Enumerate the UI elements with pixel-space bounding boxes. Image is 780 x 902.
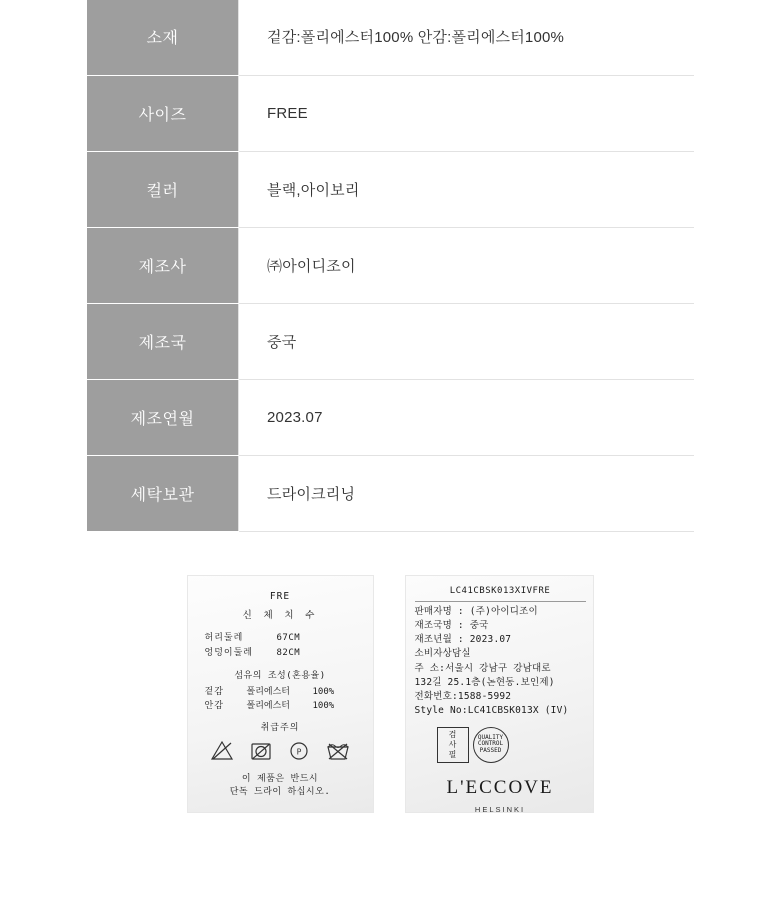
label-info-line: 재조국명 : 중국 xyxy=(414,619,489,631)
spec-label-color: 컬러 xyxy=(87,151,239,227)
svg-text:P: P xyxy=(296,747,302,757)
composition-list xyxy=(197,686,364,713)
dry-clean-icon xyxy=(286,740,312,762)
care-note-line-2: 단독 드라이 하십시오. xyxy=(229,787,331,798)
care-symbol-row xyxy=(197,740,364,762)
product-spec-table xyxy=(87,0,694,532)
composition-ratio: 100% xyxy=(312,700,335,711)
inspection-stamp-char-3: 필 xyxy=(448,749,457,759)
table-row xyxy=(87,75,694,151)
table-row xyxy=(87,379,694,455)
composition-row xyxy=(205,686,364,699)
table-row xyxy=(87,151,694,227)
table-row xyxy=(87,455,694,531)
care-label-left xyxy=(187,575,374,813)
spec-value-care: 드라이크리닝 xyxy=(239,455,695,531)
composition-row xyxy=(205,700,364,713)
spec-label-date: 제조연월 xyxy=(87,379,239,455)
label-info-line: Style No:LC41CBSK013X (IV) xyxy=(414,705,569,717)
care-note xyxy=(197,773,364,800)
spec-label-country: 제조국 xyxy=(87,303,239,379)
spec-label-care: 세탁보관 xyxy=(87,455,239,531)
label-info-line: 판매자명 : (주)아이디조이 xyxy=(414,605,538,617)
spec-value-material: 겉감:폴리에스터100% 안감:폴리에스터100% xyxy=(239,0,695,75)
measurement-value: 82CM xyxy=(276,647,301,658)
spec-value-size: FREE xyxy=(239,75,695,151)
composition-fiber: 폴리에스터 xyxy=(246,686,290,697)
care-instructions-title: 취급주의 xyxy=(260,722,300,733)
care-label-images xyxy=(0,575,780,813)
label-product-code: LC41CBSK013XIVFRE xyxy=(415,585,586,602)
label-info-line: 소비자상담실 xyxy=(414,648,471,660)
quality-seal-text: QUALITY CONTROL PASSED xyxy=(477,733,504,754)
spec-value-color: 블랙,아이보리 xyxy=(239,151,695,227)
composition-title: 섬유의 조성(혼용율) xyxy=(234,670,326,681)
quality-seal-icon xyxy=(473,727,509,763)
table-row xyxy=(87,227,694,303)
brand-subtitle: HELSINKI xyxy=(474,805,526,814)
spec-value-manufacturer: ㈜아이디조이 xyxy=(239,227,695,303)
body-measurements xyxy=(197,632,364,660)
table-row xyxy=(87,0,694,75)
label-info-lines xyxy=(415,605,586,719)
label-info-line: 132길 25.1층(논현동.보인제) xyxy=(414,676,555,688)
spec-label-size: 사이즈 xyxy=(87,75,239,151)
spec-value-country: 중국 xyxy=(239,303,695,379)
composition-fiber: 폴리에스터 xyxy=(246,700,290,711)
composition-part: 안감 xyxy=(204,700,224,711)
care-label-left-subtitle: 신 체 치 수 xyxy=(242,609,318,621)
measurement-row xyxy=(205,632,364,645)
no-tumble-dry-icon xyxy=(248,740,274,762)
no-wash-icon xyxy=(325,740,351,762)
inspection-seal-row xyxy=(415,727,586,763)
inspection-stamp-char-2: 사 xyxy=(448,739,457,749)
care-label-right xyxy=(405,575,594,813)
inspection-stamp-box xyxy=(437,727,469,763)
label-info-line: 주 소:서울시 강남구 강남대로 xyxy=(414,662,551,674)
spec-label-manufacturer: 제조사 xyxy=(87,227,239,303)
table-row xyxy=(87,303,694,379)
spec-value-date: 2023.07 xyxy=(239,379,695,455)
measurement-value: 67CM xyxy=(276,632,301,643)
spec-label-material: 소재 xyxy=(87,0,239,75)
composition-ratio: 100% xyxy=(312,686,335,697)
inspection-stamp-char-1: 검 xyxy=(448,729,457,739)
care-note-line-1: 이 제품은 반드시 xyxy=(241,773,319,784)
measurement-key: 엉덩이둘레 xyxy=(204,647,253,658)
measurement-key: 허리둘레 xyxy=(204,632,244,643)
measurement-row xyxy=(205,647,364,660)
care-label-left-title: FRE xyxy=(269,591,291,602)
composition-part: 겉감 xyxy=(204,686,224,697)
brand-name: L'ECCOVE xyxy=(446,776,554,798)
no-bleach-icon xyxy=(209,740,235,762)
label-info-line: 전화번호:1588-5992 xyxy=(414,691,512,702)
label-info-line: 재조년월 : 2023.07 xyxy=(414,634,512,645)
